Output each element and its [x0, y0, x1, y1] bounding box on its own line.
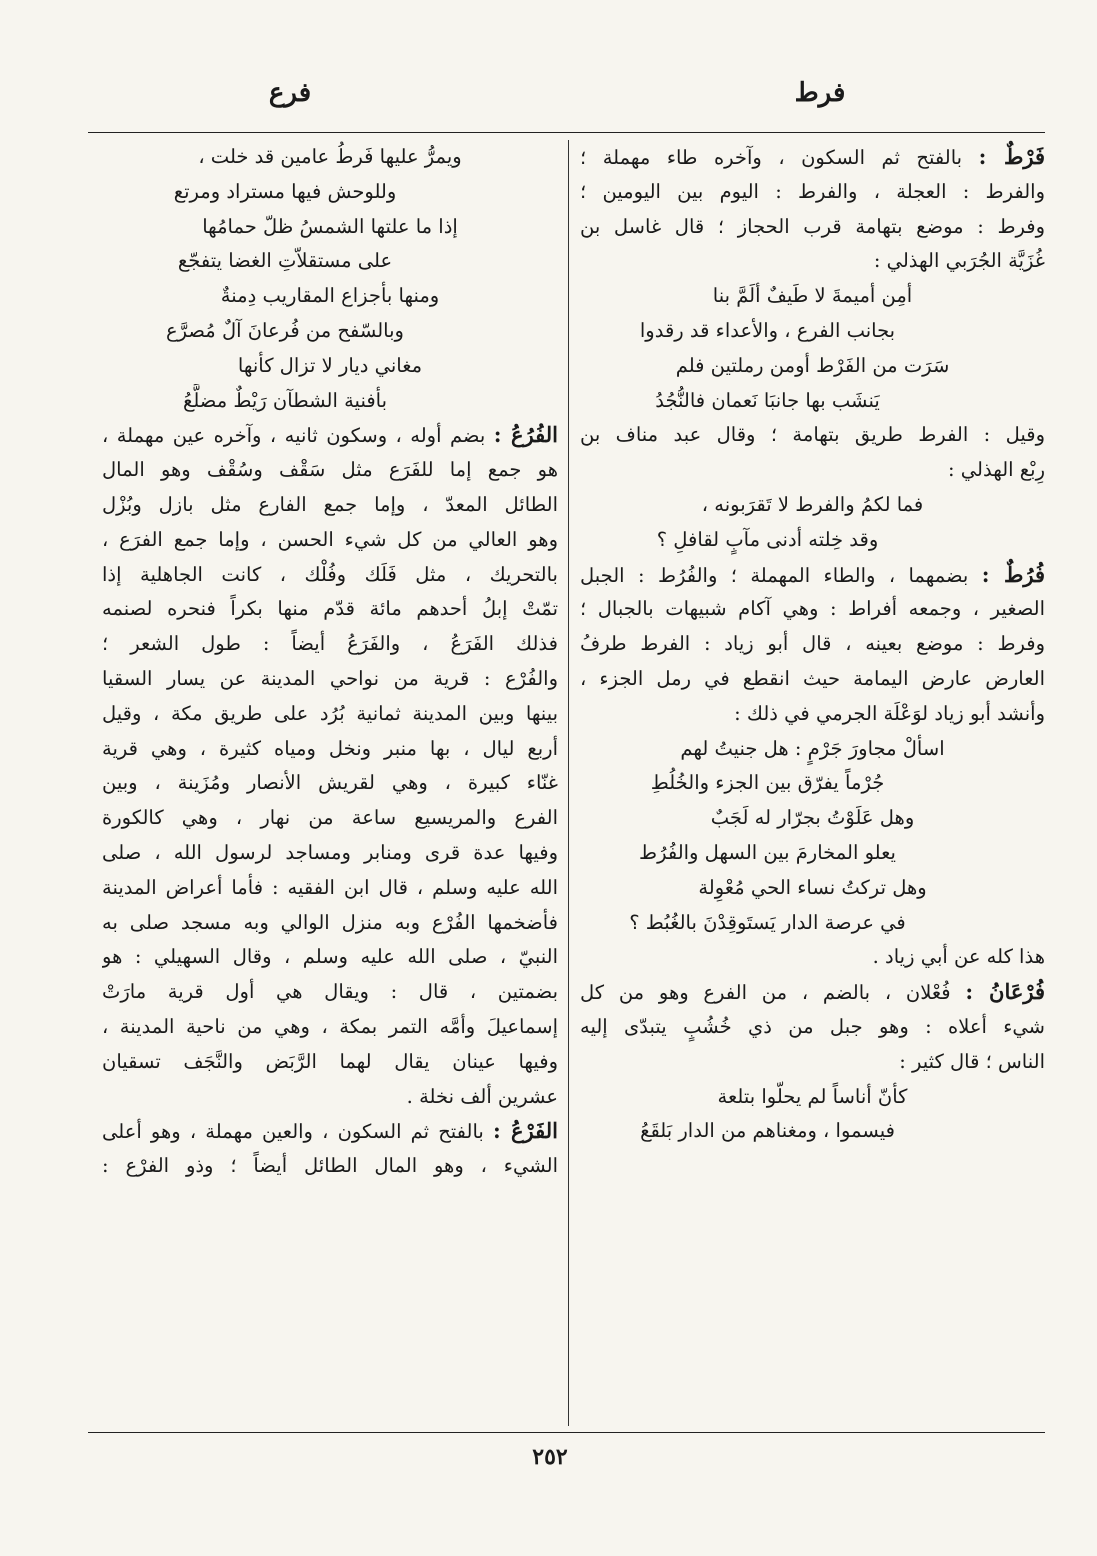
line-text: فأضخمها الفُرْع وبه منزل الوالي وبه مسجد صلى به — [102, 910, 558, 934]
text-line — [102, 1010, 558, 1045]
line-text: فذلك الفَرَعُ ، والفَرَعُ أيضاً : طول الشعر ؛ — [102, 632, 558, 656]
text-line — [580, 453, 1045, 488]
text-line — [102, 906, 558, 941]
line-text: غُزَيَّة الجُرَبي الهذلي : — [873, 249, 1045, 273]
left-column — [102, 140, 558, 1430]
verse-line — [580, 523, 1045, 558]
line-text: الطائل المعدّ ، وإما جمع الفارع مثل بازل وبُزْل — [102, 492, 558, 516]
entry-headword-line — [580, 140, 1045, 175]
line-text: إسماعيلَ وأمَّه التمر بمكة ، وهي من ناحية المدينة ، — [102, 1014, 558, 1038]
text-line — [580, 1045, 1045, 1080]
line-text: بالفتح ثم السكون ، وآخره طاء مهملة ؛ — [580, 146, 979, 169]
text-line — [580, 940, 1045, 975]
text-line — [102, 1080, 558, 1115]
text-line — [580, 627, 1045, 662]
verse-line — [580, 801, 1045, 836]
line-text: إذا ما علتها الشمسُ ظلّ حمامُها — [202, 214, 458, 238]
text-line — [102, 627, 558, 662]
line-text: يعلو المخارمَ بين السهل والفُرُط — [639, 840, 896, 864]
line-text: وبالسّفح من فُرعانَ آلٌ مُصرَّع — [166, 318, 404, 342]
verse-line — [102, 244, 558, 279]
running-header-left: فرع — [268, 78, 312, 108]
line-text: الناس ؛ قال كثير : — [899, 1049, 1045, 1073]
verse-line — [580, 488, 1045, 523]
line-text: جُرْماً يفرّق بين الجزء والخُلُطِ — [650, 771, 885, 795]
headword: الفُرُعُ : — [493, 422, 558, 448]
line-text: هذا كله عن أبي زياد . — [872, 945, 1045, 969]
text-line — [580, 175, 1045, 210]
line-text: شيء أعلاه : وهو جبل من ذي خُشُبٍ يتبدّى إليه — [580, 1014, 1045, 1038]
verse-line — [580, 836, 1045, 871]
line-text: وهل عَلَوْتُ بجرّار له لَجَبٌ — [710, 806, 915, 830]
text-line — [102, 1149, 558, 1184]
line-text: بالتحريك ، مثل فَلَك وفُلْك ، كانت الجاهلية إذا — [102, 562, 558, 586]
line-text: الله عليه وسلم ، قال ابن الفقيه : فأما أعراض المدينة — [102, 875, 558, 899]
line-text: أمِن أميمةَ لا طَيفٌ ألَمَّ بنا — [712, 284, 913, 308]
line-text: بضم أوله ، وسكون ثانيه ، وآخره عين مهملة ، — [102, 424, 494, 448]
text-line — [102, 871, 558, 906]
line-text: وهل تركتُ نساء الحي مُعْوِلة — [698, 875, 927, 899]
text-line — [580, 697, 1045, 732]
verse-line — [580, 871, 1045, 906]
line-text: أربع ليال ، بها منبر ونخل ومياه كثيرة ، وهي قرية — [102, 736, 558, 760]
text-line — [102, 592, 558, 627]
verse-line — [580, 314, 1045, 349]
line-text: في عرصة الدار يَستَوقِدْنَ بالغُبُط ؟ — [629, 910, 906, 934]
line-text: فُعْلان ، بالضم ، من الفرع وهو من كل — [580, 981, 966, 1005]
line-text: تمّتْ إبلُ أحدهم مائة قدّم منها بكراً فنحره لصنمه — [102, 597, 558, 621]
line-text: رِبْع الهذلي : — [948, 458, 1045, 482]
verse-line — [580, 1114, 1045, 1149]
line-text: مغاني ديار لا تزال كأنها — [237, 353, 423, 377]
line-text: بالفتح ثم السكون ، والعين مهملة ، وهو أعلى — [102, 1120, 493, 1144]
text-line — [580, 1010, 1045, 1045]
running-header-right: فرط — [794, 78, 846, 108]
text-line — [102, 558, 558, 593]
line-text: كأنّ أناساً لم يحلّوا بتلعة — [717, 1084, 908, 1108]
verse-line — [102, 210, 558, 245]
verse-line — [102, 314, 558, 349]
headword: فُرْعَانُ : — [965, 979, 1045, 1005]
line-text: الفرع والمريسيع ساعة من نهار ، وهي كالكورة — [102, 806, 558, 830]
line-text: ومنها بأجزاع المقاريب دِمنةٌ — [220, 284, 440, 308]
header-rule — [88, 132, 1045, 133]
text-line — [102, 697, 558, 732]
line-text: على مستقلاّتِ الغضا يتفجّع — [177, 249, 393, 273]
verse-line — [102, 349, 558, 384]
text-line — [580, 418, 1045, 453]
text-line — [102, 488, 558, 523]
line-text: عشرين ألف نخلة . — [406, 1084, 558, 1108]
footer-rule — [88, 1432, 1045, 1433]
text-line — [102, 732, 558, 767]
text-line — [102, 1045, 558, 1080]
line-text: بضمتين ، قال : ويقال هي أول قرية مارَتْ — [102, 980, 558, 1004]
entry-headword-line — [580, 558, 1045, 593]
line-text: وفيها عينان يقال لهما الرَّبَض والنَّجَف تسقيان — [102, 1049, 558, 1073]
verse-line — [102, 384, 558, 419]
line-text: بأفنية الشطآن رَيْطٌ مضلَّعُ — [182, 388, 388, 412]
line-text: هو جمع إما للفَرَع مثل سَقْف وسُقْف وهو المال — [102, 458, 558, 482]
headword: فَرْطٌ : — [978, 144, 1045, 169]
verse-line — [580, 384, 1045, 419]
verse-line — [580, 766, 1045, 801]
line-text: فيسموا ، ومغناهم من الدار بَلقَعُ — [640, 1119, 895, 1143]
verse-line — [580, 732, 1045, 767]
entry-headword-line — [580, 975, 1045, 1010]
line-text: العارض عارض اليمامة حيث انقطع في رمل الجزء ، — [580, 666, 1045, 690]
text-line — [580, 244, 1045, 279]
verse-line — [580, 1080, 1045, 1115]
text-line — [580, 592, 1045, 627]
line-text: النبيّ ، صلى الله عليه وسلم ، وقال السهيلي : هو — [102, 945, 558, 969]
verse-line — [580, 279, 1045, 314]
text-line — [102, 453, 558, 488]
headword: فُرُطٌ : — [981, 561, 1045, 587]
entry-headword-line — [102, 418, 558, 453]
line-text: وأنشد أبو زياد لوَعْلَة الجرمي في ذلك : — [734, 701, 1045, 725]
line-text: وللوحش فيها مستراد ومرتع — [173, 179, 397, 203]
line-text: والفرط : العجلة ، والفرط : اليوم بين اليومين ؛ — [580, 179, 1045, 203]
line-text: اسألْ مجاورَ جَرْمٍ : هل جنيتُ لهم — [680, 736, 945, 760]
headword: الفَرْعُ : — [493, 1118, 558, 1144]
line-text: وهو العالي من كل شيء الحسن ، وإما جمع الفرَع ، — [102, 527, 558, 551]
verse-line — [102, 175, 558, 210]
line-text: بضمهما ، والطاء المهملة ؛ والفُرُط : الجبل — [580, 563, 982, 587]
line-text: بينها وبين المدينة ثمانية بُرُد على طريق مكة ، وقيل — [102, 701, 558, 725]
line-text: وفيها عدة قرى ومنابر ومساجد لرسول الله ، صلى — [102, 840, 558, 864]
text-line — [102, 662, 558, 697]
line-text: وقيل : الفرط طريق بتهامة ؛ وقال عبد مناف بن — [580, 423, 1045, 447]
verse-line — [102, 279, 558, 314]
text-line — [102, 801, 558, 836]
line-text: غنّاء كبيرة ، وهي لقريش الأنصار ومُزَينة ، وبين — [102, 771, 558, 795]
line-text: وقد خِلته أدنى مآبٍ لقافلِ ؟ — [656, 527, 879, 551]
line-text: الصغير ، وجمعه أفراط : وهي آكام شبيهات بالجبال ؛ — [580, 597, 1045, 621]
right-column — [580, 140, 1045, 1430]
page-number: ٢٥٢ — [532, 1444, 568, 1470]
verse-line — [102, 140, 558, 175]
line-text: الشيء ، وهو المال الطائل أيضاً ؛ وذو الفرْع : — [102, 1154, 558, 1178]
text-line — [102, 523, 558, 558]
line-text: والفُرْع : قرية من نواحي المدينة عن يسار السقيا — [102, 666, 558, 690]
text-line — [580, 210, 1045, 245]
verse-line — [580, 906, 1045, 941]
line-text: سَرَت من الفَرْط أومن رملتين فلم — [675, 353, 950, 377]
entry-headword-line — [102, 1114, 558, 1149]
line-text: يَنشَب بها جانبَا نَعمان فالنُّجُدُ — [655, 388, 880, 412]
text-line — [102, 975, 558, 1010]
text-line — [102, 836, 558, 871]
line-text: وفرط : موضع بعينه ، قال أبو زياد : الفرط طرفُ — [580, 632, 1045, 656]
line-text: وفرط : موضع بتهامة قرب الحجاز ؛ قال غاسل بن — [580, 214, 1045, 238]
line-text: بجانب الفرع ، والأعداء قد رقدوا — [639, 318, 896, 342]
column-divider — [568, 140, 569, 1426]
text-line — [580, 662, 1045, 697]
verse-line — [580, 349, 1045, 384]
text-line — [102, 766, 558, 801]
line-text: ويمرُّ عليها فَرطُ عامين قد خلت ، — [198, 145, 462, 168]
line-text: فما لكمُ والفرط لا تَقرَبونه ، — [701, 492, 924, 516]
text-line — [102, 940, 558, 975]
